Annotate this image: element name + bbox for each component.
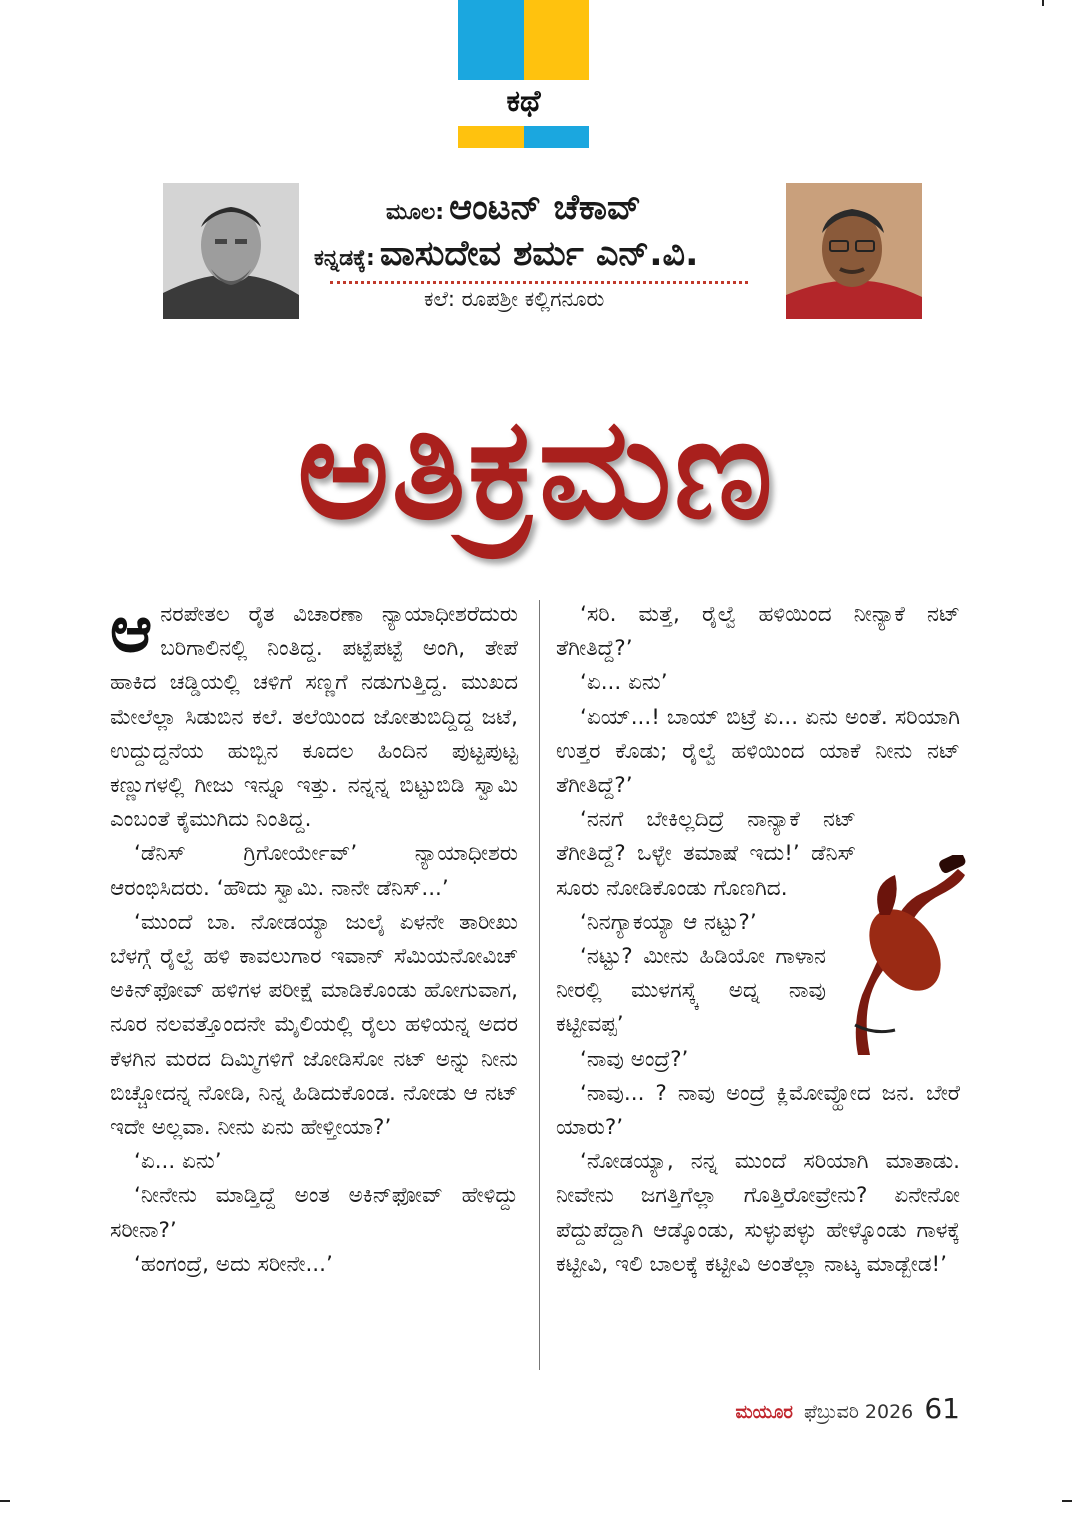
paragraph: ‘ಹಂಗಂದ್ರೆ, ಅದು ಸರೀನೇ...’ — [134, 1251, 333, 1277]
story-illustration — [850, 855, 970, 1055]
paragraph — [110, 593, 518, 837]
column-divider — [539, 600, 540, 1370]
translator-portrait — [786, 183, 922, 319]
paragraph: ‘ಸರಿ. ಮತ್ತೆ, ರೈಲ್ವೆ ಹಳಿಯಿಂದ ನೀನ್ಯಾಕೆ ನಟ್ ತೆಗೀತಿದ್ದೆ?’ — [556, 602, 960, 662]
crop-mark — [0, 1500, 10, 1502]
page-footer — [735, 1392, 960, 1425]
credit-divider — [330, 281, 748, 284]
paragraph: ‘ಏ... ಏನು’ — [580, 670, 668, 696]
paragraph: ‘ನಾವು... ? ನಾವು ಅಂದ್ರೆ ಕ್ಲಿಮೋವ್ಹೋದ ಜನ. ಬೇರೆ ಯಾರು?’ — [556, 1080, 960, 1141]
section-label: ಕಥೆ — [506, 84, 541, 119]
paragraph: ‘ಮುಂದೆ ಬಾ. ನೋಡಯ್ಯಾ ಜುಲೈ ಏಳನೇ ತಾರೀಖು ಬೆಳಗ್ಗೆ ರೈಲ್ವೆ ಹಳಿ ಕಾವಲುಗಾರ ಇವಾನ್ ಸೆಮಿಯನೋವಿಚ್ ಅಕಿನ್‌ಫೋವ್ ಹಳಿಗಳ ಪರೀಕ್ಷೆ ಮಾಡಿಕೊಂಡು ಹೋಗುವಾಗ, ನೂರ ನಲವತ್ತೊಂದನೇ ಮೈಲಿಯಲ್ಲಿ ರೈಲು ಹಳಿಯನ್ನ ಅದರ ಕೆಳಗಿನ ಮರದ ದಿಮ್ಮಿಗಳಿಗೆ ಜೋಡಿಸೋ ನಟ್ ಅನ್ನು ನೀನು ಬಿಚ್ಚೋದನ್ನ ನೋಡಿ, ನಿನ್ನ ಹಿಡಿದುಕೊಂಡ. ನೋಡು ಆ ನಟ್ ಇದೇ ಅಲ್ಲವಾ. ನೀನು ಏನು ಹೇಳ್ತೀಯಾ?’ — [110, 909, 518, 1141]
paragraph: ‘ನಟ್ಟು? ಮೀನು ಹಿಡಿಯೋ ಗಾಳಾನ ನೀರಲ್ಲಿ ಮುಳಗಸ್ಕ್ಕೆ ಅದ್ನ ನಾವು ಕಟ್ಟೀವಪ್ಪ’ — [556, 944, 826, 1038]
paragraph: ‘ನೀನೇನು ಮಾಡ್ತಿದ್ದೆ ಅಂತ ಅಕಿನ್‌ಫೋವ್ ಹೇಳಿದ್ದು ಸರೀನಾ?’ — [110, 1183, 518, 1243]
author-portrait — [163, 183, 299, 319]
paragraph: ‘ಡೆನಿಸ್ ಗ್ರಿಗೋರ್ಯೇವ್’ ನ್ಯಾಯಾಧೀಶರು ಆರಂಭಿಸಿದರು. ‘ಹೌದು ಸ್ವಾಮಿ. ನಾನೇ ಡೆನಿಸ್...’ — [110, 841, 518, 901]
section-color-blue — [524, 126, 589, 148]
source-author: ಆಂಟನ್ ಚೆಕಾವ್ — [449, 188, 641, 228]
paragraph: ‘ಏ... ಏನು’ — [134, 1149, 222, 1175]
source-credit — [386, 188, 641, 228]
paragraph: ‘ನಿನಗ್ಯಾಕಯ್ಯಾ ಆ ನಟ್ಟು?’ — [580, 909, 757, 935]
paragraph: ‘ನನಗೆ ಬೇಕಿಲ್ಲದಿದ್ರೆ ನಾನ್ಯಾಕೆ ನಟ್ ತೆಗೀತಿದ್ದೆ? ಒಳ್ಳೇ ತಮಾಷೆ ಇದು!’ ಡೆನಿಸ್ ಸೂರು ನೋಡಿಕೊಂಡು ಗೊಣಗಿದ. — [556, 807, 856, 901]
crop-mark — [1042, 0, 1044, 6]
section-block — [458, 0, 589, 148]
page-number: 61 — [924, 1392, 960, 1425]
source-prefix: ಮೂಲ: — [386, 200, 445, 225]
body-column-left — [110, 593, 518, 1282]
crop-mark — [1062, 1500, 1072, 1502]
paragraph: ‘ಏಯ್...! ಬಾಯ್ ಬಿಟ್ರೆ ಏ... ಏನು ಅಂತೆ. ಸರಿಯಾಗಿ ಉತ್ತರ ಕೊಡು; ರೈಲ್ವೆ ಹಳಿಯಿಂದ ಯಾಕೆ ನೀನು ನಟ್ ತೆಗೀತಿದ್ದೆ?’ — [556, 704, 960, 799]
story-title: ಅತಿಕ್ರಮಣ — [297, 388, 775, 551]
art-credit: ಕಲೆ: ರೂಪಶ್ರೀ ಕಲ್ಲಿಗನೂರು — [424, 287, 605, 311]
translator-credit — [314, 234, 698, 274]
translator-prefix: ಕನ್ನಡಕ್ಕೆ: — [314, 246, 375, 271]
issue-date: ಫೆಬ್ರುವರಿ 2026 — [803, 1401, 914, 1423]
paragraph: ‘ನೋಡಯ್ಯಾ, ನನ್ನ ಮುಂದೆ ಸರಿಯಾಗಿ ಮಾತಾಡು. ನೀವೇನು ಜಗತ್ತಿಗೆಲ್ಲಾ ಗೊತ್ತಿರೋವ್ರೇನು? ಏನೇನೋ ಪೆದ್ದುಪೆದ್ದಾಗಿ ಆಡ್ಕೊಂಡು, ಸುಳ್ಳುಪಳ್ಳು ಹೇಳ್ಕೊಂಡು ಗಾಳಕ್ಕೆ ಕಟ್ಟೀವಿ, ಇಲಿ ಬಾಲಕ್ಕೆ ಕಟ್ಟೀವಿ ಅಂತೆಲ್ಲಾ ನಾಟ್ಕ ಮಾಡ್ಬೇಡ!’ — [556, 1149, 960, 1277]
section-color-yellow — [458, 126, 524, 148]
paragraph-text: ನರಪೇತಲ ರೈತ ವಿಚಾರಣಾ ನ್ಯಾಯಾಧೀಶರೆದುರು ಬರಿಗಾಲಿನಲ್ಲಿ ನಿಂತಿದ್ದ. ಪಟ್ಟೆಪಟ್ಟೆ ಅಂಗಿ, ತೇಪೆ ಹಾಕಿದ ಚಡ್ಡಿಯಲ್ಲಿ ಚಳಿಗೆ ಸಣ್ಣಗೆ ನಡುಗುತ್ತಿದ್ದ. ಮುಖದ ಮೇಲೆಲ್ಲಾ ಸಿಡುಬಿನ ಕಲೆ. ತಲೆಯಿಂದ ಜೋತುಬಿದ್ದಿದ್ದ ಜಟೆ, ಉದ್ದುದ್ದನೆಯ ಹುಬ್ಬಿನ ಕೂದಲ ಹಿಂದಿನ ಪುಟ್ಟಪುಟ್ಟ ಕಣ್ಣುಗಳಲ್ಲಿ ಗೀಜು ಇನ್ನೂ ಇತ್ತು. ನನ್ನನ್ನ ಬಿಟ್ಟುಬಿಡಿ ಸ್ವಾಮಿ ಎಂಬಂತೆ ಕೈಮುಗಿದು ನಿಂತಿದ್ದ. — [110, 602, 518, 833]
section-color-yellow — [524, 0, 589, 80]
translator-name: ವಾಸುದೇವ ಶರ್ಮ ಎನ್.ವಿ. — [379, 234, 699, 274]
paragraph: ‘ನಾವು ಅಂದ್ರೆ?’ — [580, 1046, 689, 1072]
drop-cap: ಆ — [110, 593, 153, 667]
section-color-blue — [458, 0, 524, 80]
magazine-logo: ಮಯೂರ — [735, 1402, 793, 1423]
